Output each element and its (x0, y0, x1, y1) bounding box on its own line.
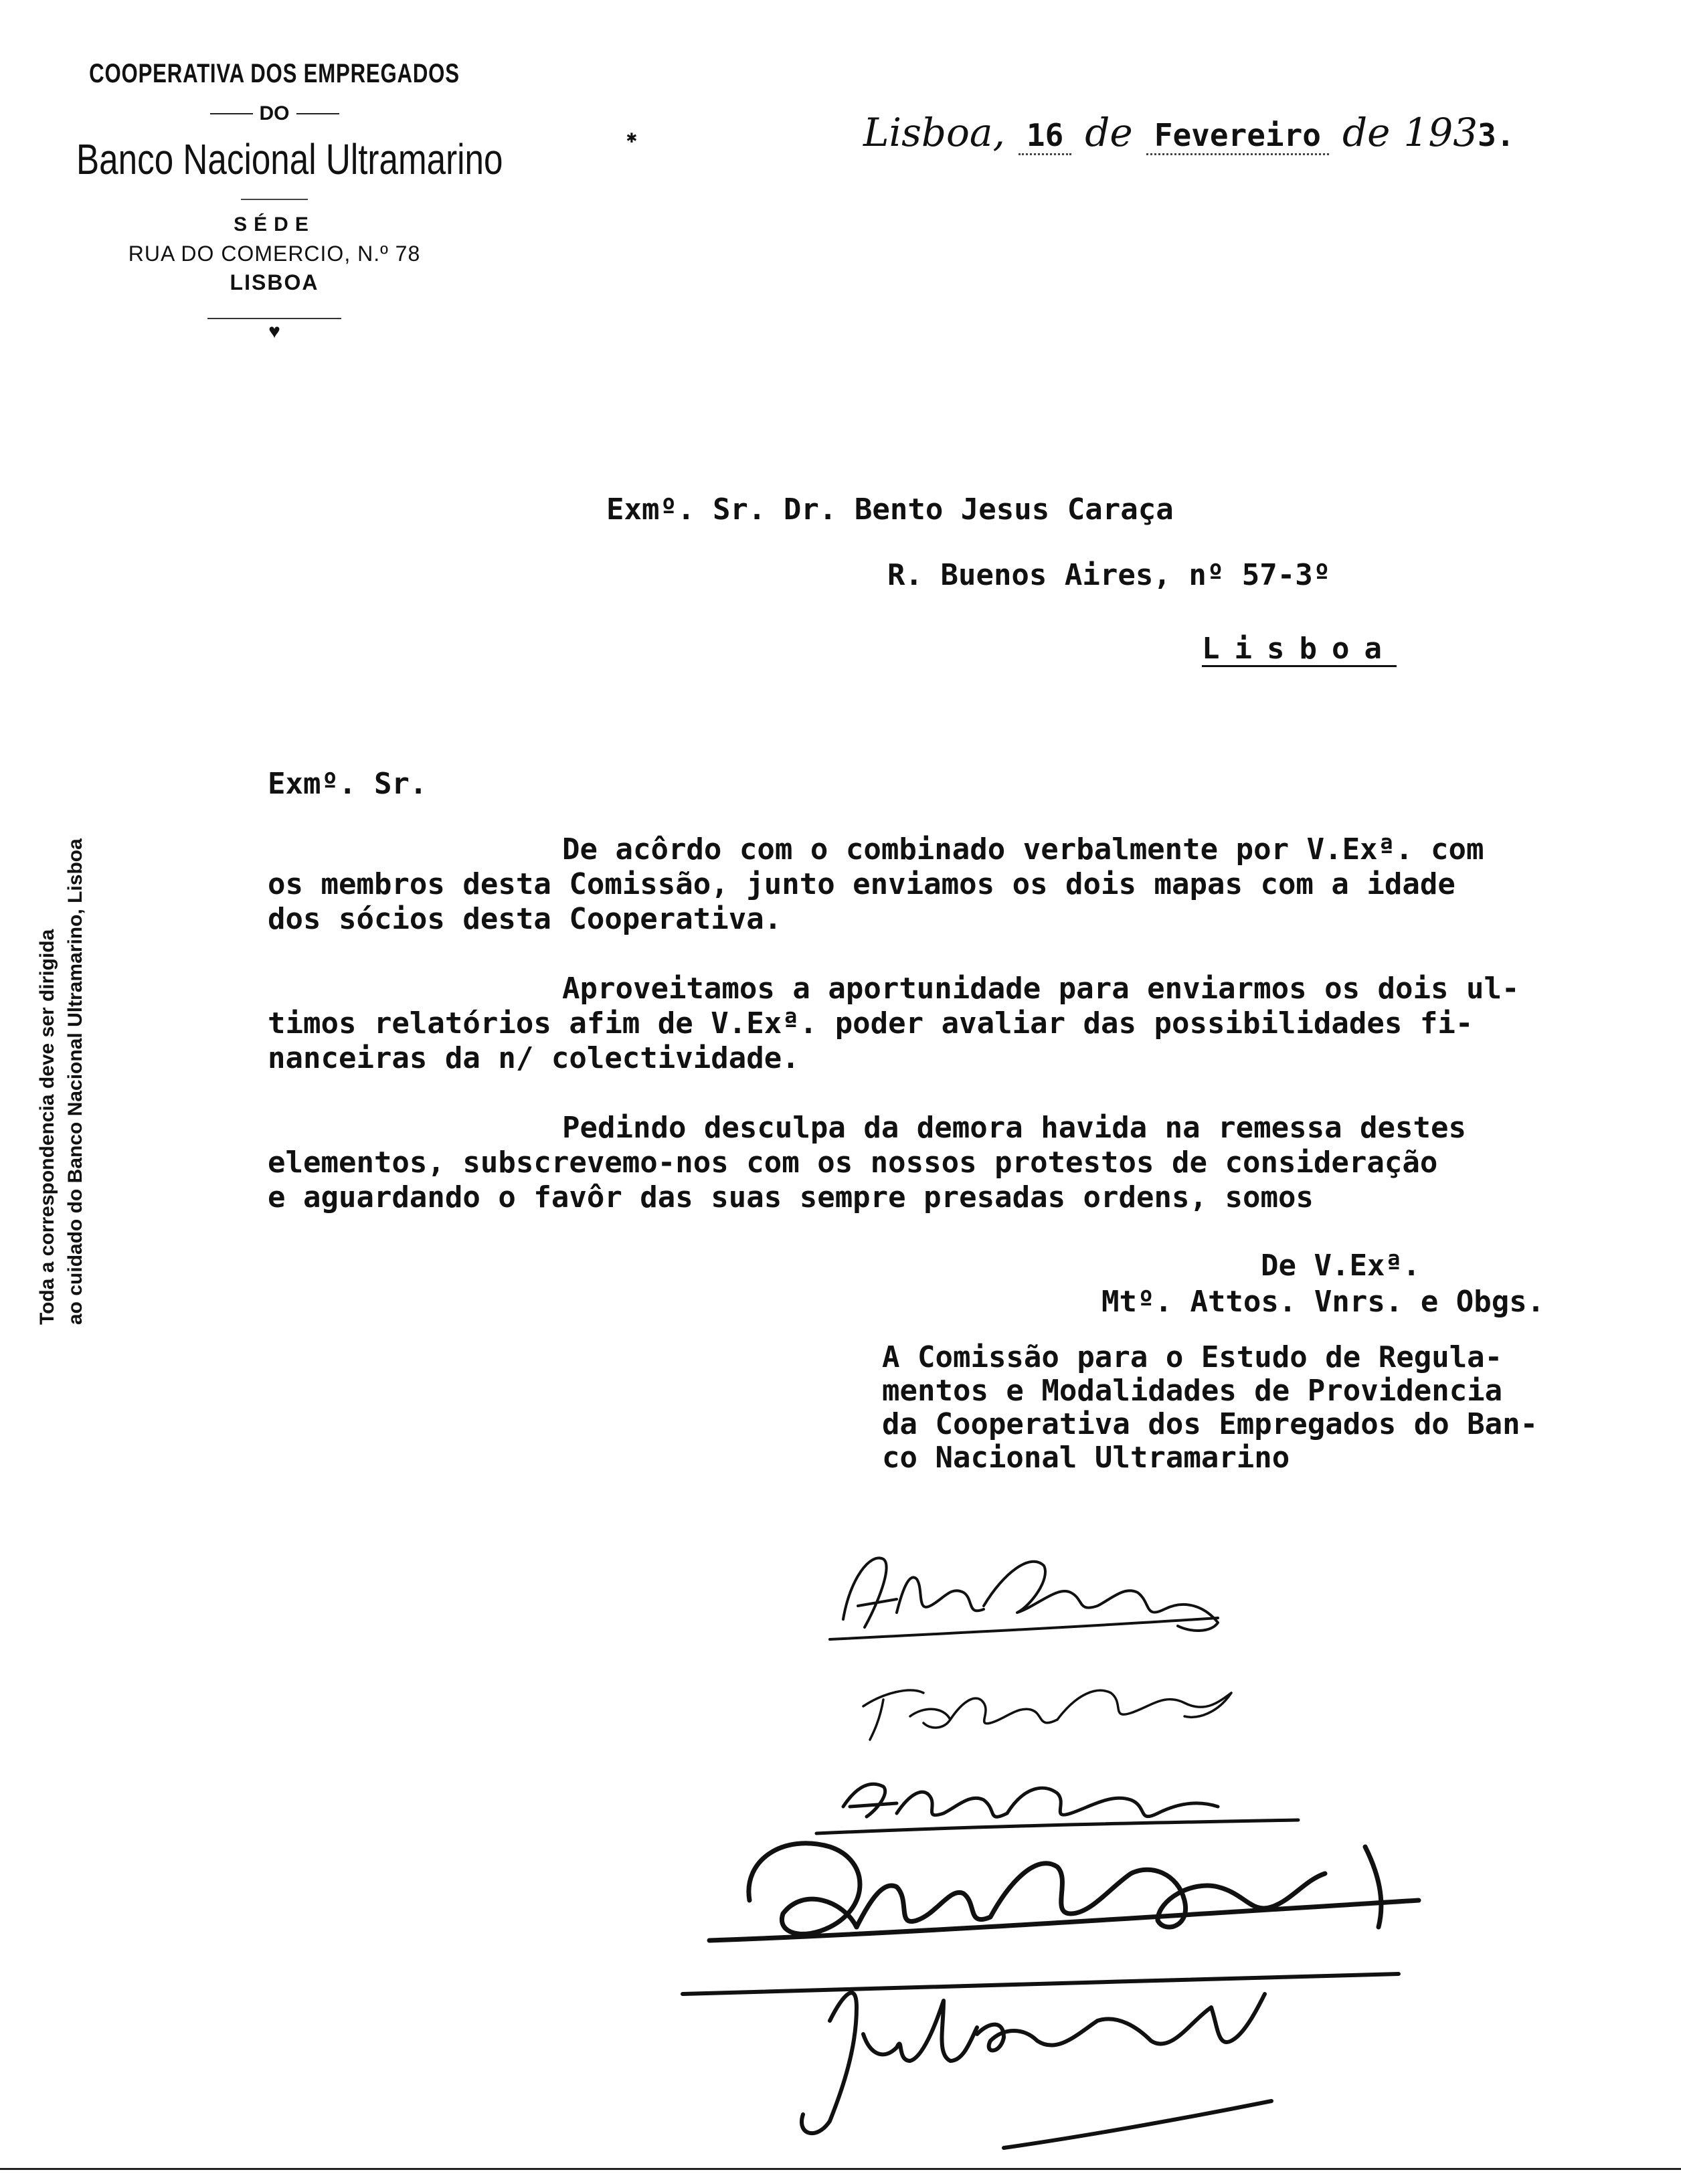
body-paragraph-2 (268, 972, 1613, 1076)
letterhead-do-row (27, 102, 522, 125)
margin-note-line-1: Toda a correspondencia deve ser dirigida (36, 929, 58, 1325)
body-paragraph-1 (268, 832, 1613, 937)
date-line (863, 110, 1515, 155)
recipient-name: Exmº. Sr. Dr. Bento Jesus Caraça (606, 492, 1174, 527)
letterhead-rule (207, 318, 341, 319)
recipient-street: R. Buenos Aires, nº 57-3º (887, 558, 1331, 592)
signature-3 (816, 1784, 1298, 1833)
date-year (1403, 110, 1514, 155)
letterhead-address: RUA DO COMERCIO, N.º 78 (128, 242, 421, 266)
closing-line-1: De V.Exª. (1261, 1249, 1421, 1283)
signatures (629, 1472, 1512, 2155)
letterhead-dash-right (296, 113, 339, 114)
signature-5 (683, 1974, 1399, 2148)
text-line: A Comissão para o Estudo de Regula- (882, 1340, 1503, 1374)
closing-line-2: Mtº. Attos. Vnrs. e Obgs. (1101, 1285, 1545, 1319)
letterhead-city: LISBOA (230, 270, 319, 294)
text-line: co Nacional Ultramarino (882, 1441, 1290, 1475)
salutation: Exmº. Sr. (268, 767, 428, 801)
text-line: Aproveitamos a aportunidade para enviarmos os dois ul- (562, 972, 1520, 1006)
letterhead-bank-name: Banco Nacional Ultramarino (76, 135, 503, 183)
date-de-1: de (1085, 110, 1133, 155)
letterhead-sede: SÉDE (234, 213, 315, 236)
heart-ornament-icon: ♥ (268, 321, 280, 343)
recipient-city: Lisboa (1202, 632, 1397, 666)
date-year-suffix: 3. (1478, 117, 1515, 153)
signature-4 (709, 1843, 1419, 1940)
text-line: dos sócios desta Cooperativa. (268, 902, 782, 936)
body-paragraph-3 (268, 1111, 1613, 1215)
letterhead (27, 59, 522, 342)
letterhead-dash-left (210, 113, 253, 114)
letterhead-do: DO (259, 102, 290, 124)
text-line: Pedindo desculpa da demora havida na remessa destes (562, 1111, 1467, 1145)
date-de-2: de (1342, 110, 1391, 155)
page-bottom-rule (0, 2168, 1681, 2170)
commission-block (882, 1341, 1538, 1475)
text-line: timos relatórios afim de V.Exª. poder avaliar das possibilidades fi- (268, 1006, 1474, 1040)
letterhead-separator (241, 199, 308, 200)
signature-2 (863, 1690, 1231, 1740)
date-year-prefix: 193 (1403, 110, 1478, 155)
date-place: Lisboa, (863, 110, 1005, 155)
text-line: nanceiras da n/ colectividade. (268, 1041, 800, 1075)
margin-note-line-2: ao cuidado do Banco Nacional Ultramarino, Lisboa (64, 838, 86, 1325)
text-line: os membros desta Comissão, junto enviamos os dois mapas com a idade (268, 867, 1455, 901)
ink-speck-icon: ✱ (626, 127, 637, 147)
margin-note (33, 696, 90, 1325)
text-line: e aguardando o favôr das suas sempre presadas ordens, somos (268, 1180, 1314, 1214)
text-line: elementos, subscrevemo-nos com os nossos protestos de consideração (268, 1146, 1438, 1180)
text-line: da Cooperativa dos Empregados do Ban- (882, 1407, 1538, 1441)
text-line: mentos e Modalidades de Providencia (882, 1374, 1503, 1408)
text-line: De acôrdo com o combinado verbalmente por V.Exª. com (562, 832, 1484, 867)
date-month: Fevereiro (1146, 117, 1329, 155)
letterhead-cooperative: COOPERATIVA DOS EMPREGADOS (89, 59, 460, 88)
date-day: 16 (1019, 117, 1071, 155)
signature-1 (830, 1558, 1218, 1639)
